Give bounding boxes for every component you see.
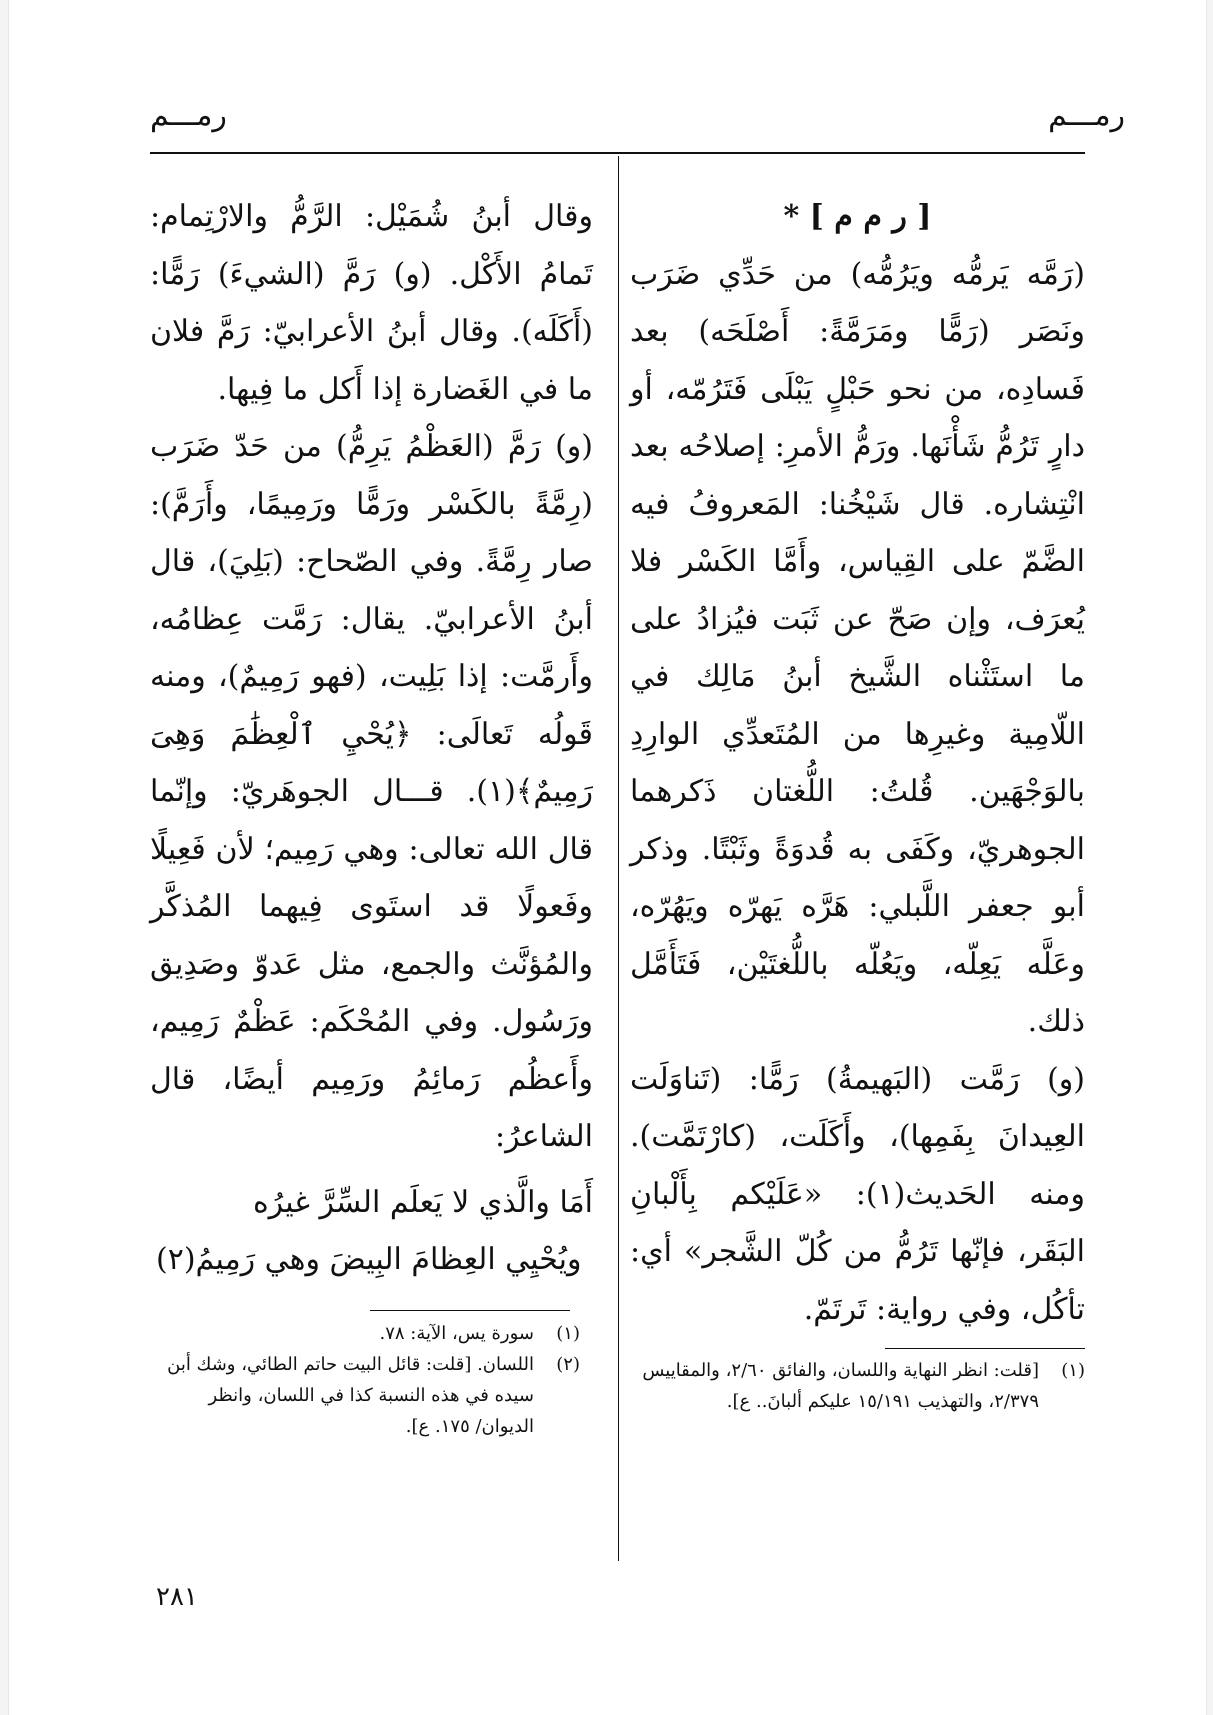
- header-rule: [150, 152, 1085, 154]
- scan-edge-right: [1206, 0, 1213, 1715]
- entry-heading: [ ر م م ] *: [783, 199, 932, 234]
- right-column: [630, 188, 1085, 1338]
- footnote: [630, 1355, 1085, 1417]
- footnote-number: (١): [556, 1323, 580, 1344]
- poem-verse: [150, 1174, 593, 1289]
- left-column: [150, 188, 593, 1289]
- right-paragraph-2: (و) رَمَّت (البَهيمةُ) رَمًّا: (تَناوَلَت العِيدانَ بِفَمِها)، وأَكَلَت، (كارْتَمَّت). ومنه الحَديث(١): «عَلَيْكم بِأَلْبانِ البَقَر، فإنّها تَرُمُّ من كُلّ الشَّجر» أي: تأكُل، وفي رواية: تَرتَمّ.: [630, 1061, 1085, 1327]
- column-divider: [618, 156, 619, 1561]
- scan-edge-left: [0, 0, 9, 1715]
- footnote-text: سورة يس، الآية: ٧٨.: [379, 1323, 534, 1344]
- running-head-left: رمـــم: [150, 98, 227, 133]
- footnote-text: اللسان. [قلت: قائل البيت حاتم الطائي، وشك أبن سيده في هذه النسبة كذا في اللسان، وانظر الديوان/ ١٧٥. ع].: [167, 1354, 534, 1437]
- page-number: ٢٨١: [156, 1582, 198, 1612]
- footnote-number: (١): [1061, 1360, 1085, 1381]
- footnote: [150, 1318, 580, 1349]
- poem-first-hemistich: أَمَا والَّذي لا يَعلَم السِّرَّ غيرُه: [252, 1184, 593, 1220]
- poem-second-hemistich: ويُحْيِي العِظامَ البِيضَ وهي رَمِيمُ(٢): [156, 1242, 582, 1277]
- footnotes-right: [630, 1355, 1085, 1417]
- running-head-right: رمـــم: [1048, 98, 1125, 133]
- footnote-rule-left: [370, 1310, 570, 1311]
- right-paragraph-1: (رَمَّه يَرمُّه ويَرُمُّه) من حَدِّي ضَرَب ونَصَر (رَمًّا ومَرَمَّةً: أَصْلَحَه) بعد فَسادِه، من نحو حَبْلٍ يَبْلَى فَتَرُمّه، أو دارٍ تَرُمُّ شَأْنَها. ورَمُّ الأمرِ: إصلاحُه بعد انْتِشاره. قال شَيْخُنا: المَعروفُ فيه الضَّمّ على القِياس، وأَمَّا الكَسْر فلا يُعرَف، وإن صَحّ عن ثَبَت فيُزادُ على ما استَثْناه الشَّيخ أبنُ مَالِك في اللّامِية وغيرِها من المُتَعدِّي الوارِدِ بالوَجْهَين. قُلتُ: اللُّغتان ذَكرهما الجوهريّ، وكَفَى به قُدوَةً وثَبْتًا. وذكر أبو جعفر اللَّبلي: هَرَّه يَهرّه ويَهُرّه، وعَلَّه يَعِلّه، ويَعُلّه باللُّغتَيْن، فَتَأَمَّل ذلك.: [630, 256, 1085, 1039]
- footnote-text: [قلت: انظر النهاية واللسان، والفائق ٢/٦٠، والمقاييس ٢/٣٧٩، والتهذيب ١٥/١٩١ عليكم ألبانَ.. ع].: [642, 1360, 1039, 1412]
- footnote-rule-right: [885, 1348, 1085, 1349]
- footnote: [150, 1349, 580, 1442]
- left-paragraph-1: وقال أبنُ شُمَيْل: الرَّمُّ والارْتِمام: تَمامُ الأَكْل. (و) رَمَّ (الشيءَ) رَمًّا: (أَكَلَه). وقال أبنُ الأعرابيّ: رَمَّ فلان ما في الغَضارة إذا أَكل ما فِيها.: [150, 199, 593, 407]
- footnote-number: (٢): [556, 1354, 580, 1375]
- footnotes-left: [150, 1318, 580, 1442]
- left-paragraph-2: (و) رَمَّ (العَظْمُ يَرِمُّ) من حَدّ ضَرَب (رِمَّةً بالكَسْر ورَمًّا ورَمِيمًا، وأَرَمَّ): صار رِمَّةً. وفي الصّحاح: (بَلِيَ)، قال أبنُ الأعرابيّ. يقال: رَمَّت عِظامُه، وأَرمَّت: إذا بَلِيت، (فهو رَمِيمٌ)، ومنه قَولُه تَعالَى: ﴿يُحْيِ ٱلْعِظَٰمَ وَهِىَ رَمِيمٌ﴾(١). قـــال الجوهَريّ: وإنّما قال الله تعالى: وهي رَمِيم؛ لأن فَعِيلًا وفَعولًا قد استَوى فِيهما المُذكَّر والمُؤنَّث والجمع، مثل عَدوّ وصَدِيق ورَسُول. وفي المُحْكَم: عَظْمٌ رَمِيم، وأَعظُم رَمائِمُ ورَمِيم أيضًا، قال الشاعرُ:: [150, 429, 593, 1154]
